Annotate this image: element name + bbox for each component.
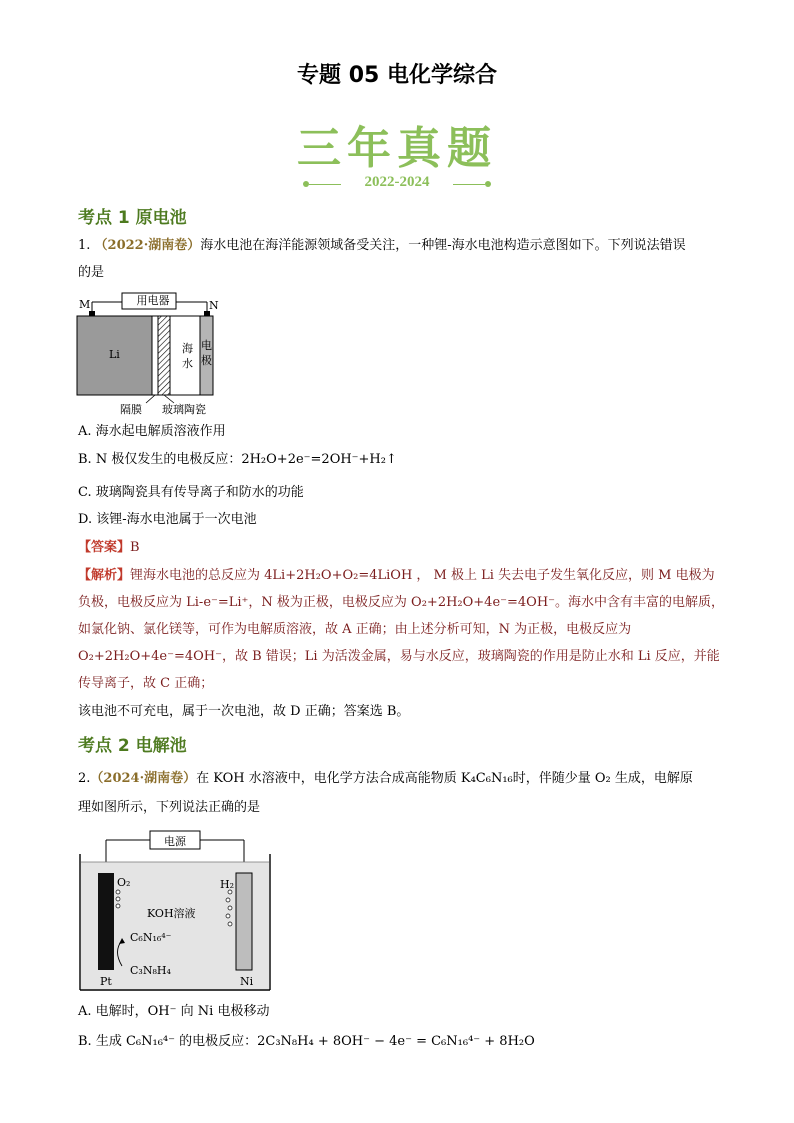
option-b bbox=[78, 446, 397, 473]
section-title-electrolytic-cell: 考点 2 电解池 bbox=[78, 736, 187, 756]
option-b-prefix: B. N 极仅发生的电极反应： bbox=[78, 452, 242, 467]
answer-value: B bbox=[130, 540, 140, 555]
option-b-equation: 2C₃N₈H₄ + 8OH⁻ − 4e⁻ = C₆N₁₆⁴⁻ + 8H₂O bbox=[257, 1034, 535, 1049]
question-source: （2024·湖南卷） bbox=[90, 771, 197, 786]
years-label: 2022-2024 bbox=[364, 174, 430, 190]
device-label: 用电器 bbox=[136, 294, 170, 307]
seawater-label: 海 bbox=[182, 342, 193, 355]
analysis-line: 如氯化钠、氯化镁等，可作为电解质溶液，故 A 正确；由上述分析可知，N 为正极，电极反应为 bbox=[78, 622, 632, 637]
option-d: D. 该锂-海水电池属于一次电池 bbox=[78, 512, 257, 527]
option-a: A. 电解时，OH⁻ 向 Ni 电极移动 bbox=[78, 1004, 270, 1019]
terminal-m-label: M bbox=[79, 298, 91, 311]
option-b-equation: 2H₂O+2e⁻=2OH⁻+H₂↑ bbox=[241, 452, 397, 467]
analysis-label: 【解析】 bbox=[78, 568, 131, 583]
ceramic-label: 玻璃陶瓷 bbox=[162, 403, 206, 416]
years-divider bbox=[303, 174, 491, 196]
option-b-prefix: B. 生成 C₆N₁₆⁴⁻ 的电极反应： bbox=[78, 1034, 258, 1049]
question-2-stem bbox=[78, 765, 728, 792]
divider-dot bbox=[485, 181, 491, 187]
question-source: （2022·湖南卷） bbox=[94, 238, 201, 253]
question-number: 1. bbox=[78, 238, 91, 253]
c3n8h4-label: C₃N₈H₄ bbox=[130, 964, 171, 977]
separator bbox=[152, 316, 158, 395]
question-stem-line: 的是 bbox=[78, 265, 105, 280]
terminal-n-label: N bbox=[209, 299, 219, 312]
answer-label: 【答案】 bbox=[78, 540, 131, 555]
o2-label: O₂ bbox=[117, 876, 131, 889]
ni-electrode bbox=[236, 873, 252, 970]
divider-line bbox=[453, 184, 485, 185]
option-a: A. 海水起电解质溶液作用 bbox=[78, 424, 226, 439]
question-stem-line: 在 KOH 水溶液中，电化学方法合成高能物质 K₄C₆N₁₆时，伴随少量 O₂ 生成，电解原 bbox=[196, 771, 693, 786]
ni-label: Ni bbox=[240, 975, 254, 988]
h2-label: H₂ bbox=[220, 878, 235, 891]
power-label: 电源 bbox=[164, 835, 186, 848]
seawater-label: 水 bbox=[182, 357, 193, 370]
separator-label: 隔膜 bbox=[120, 403, 142, 416]
lithium-label: Li bbox=[109, 348, 120, 361]
banner-title: 三年真题 bbox=[297, 123, 497, 174]
solution-label: KOH溶液 bbox=[147, 907, 196, 920]
analysis-line: 传导离子，故 C 正确； bbox=[78, 676, 214, 691]
question-stem-line: 理如图所示，下列说法正确的是 bbox=[78, 800, 261, 815]
pt-label: Pt bbox=[100, 975, 112, 988]
analysis-line: 【解析】锂海水电池的总反应为 4Li+2H₂O+O₂=4LiOH ， M 极上 Li 失去电子发生氧化反应，则 M 电极为 bbox=[78, 568, 715, 583]
option-c: C. 玻璃陶瓷具有传导离子和防水的功能 bbox=[78, 485, 304, 500]
analysis-line: 负极，电极反应为 Li-e⁻=Li⁺，N 极为正极，电极反应为 O₂+2H₂O+4e⁻=4OH⁻。海水中含有丰富的电解质， bbox=[78, 595, 725, 610]
analysis-line: O₂+2H₂O+4e⁻=4OH⁻，故 B 错误；Li 为活泼金属，易与水反应，玻璃陶瓷的作用是防止水和 Li 反应，并能 bbox=[78, 649, 720, 664]
electrode-label: 电 bbox=[201, 339, 212, 352]
question-number: 2. bbox=[78, 771, 91, 786]
analysis-line: 该电池不可充电，属于一次电池，故 D 正确；答案选 B。 bbox=[78, 704, 410, 719]
section-title-primary-cell: 考点 1 原电池 bbox=[78, 208, 187, 228]
c6n16-label: C₆N₁₆⁴⁻ bbox=[130, 931, 172, 944]
answer-line bbox=[78, 534, 140, 561]
option-b bbox=[78, 1028, 535, 1055]
divider-line bbox=[309, 184, 341, 185]
electrode-label: 极 bbox=[201, 354, 212, 367]
page-title: 专题 05 电化学综合 bbox=[297, 63, 497, 88]
glass-ceramic bbox=[158, 316, 170, 395]
question-1-stem bbox=[78, 232, 728, 259]
pt-electrode bbox=[98, 873, 114, 970]
question-stem-line: 海水电池在海洋能源领域备受关注，一种锂-海水电池构造示意图如下。下列说法错误 bbox=[200, 238, 686, 253]
